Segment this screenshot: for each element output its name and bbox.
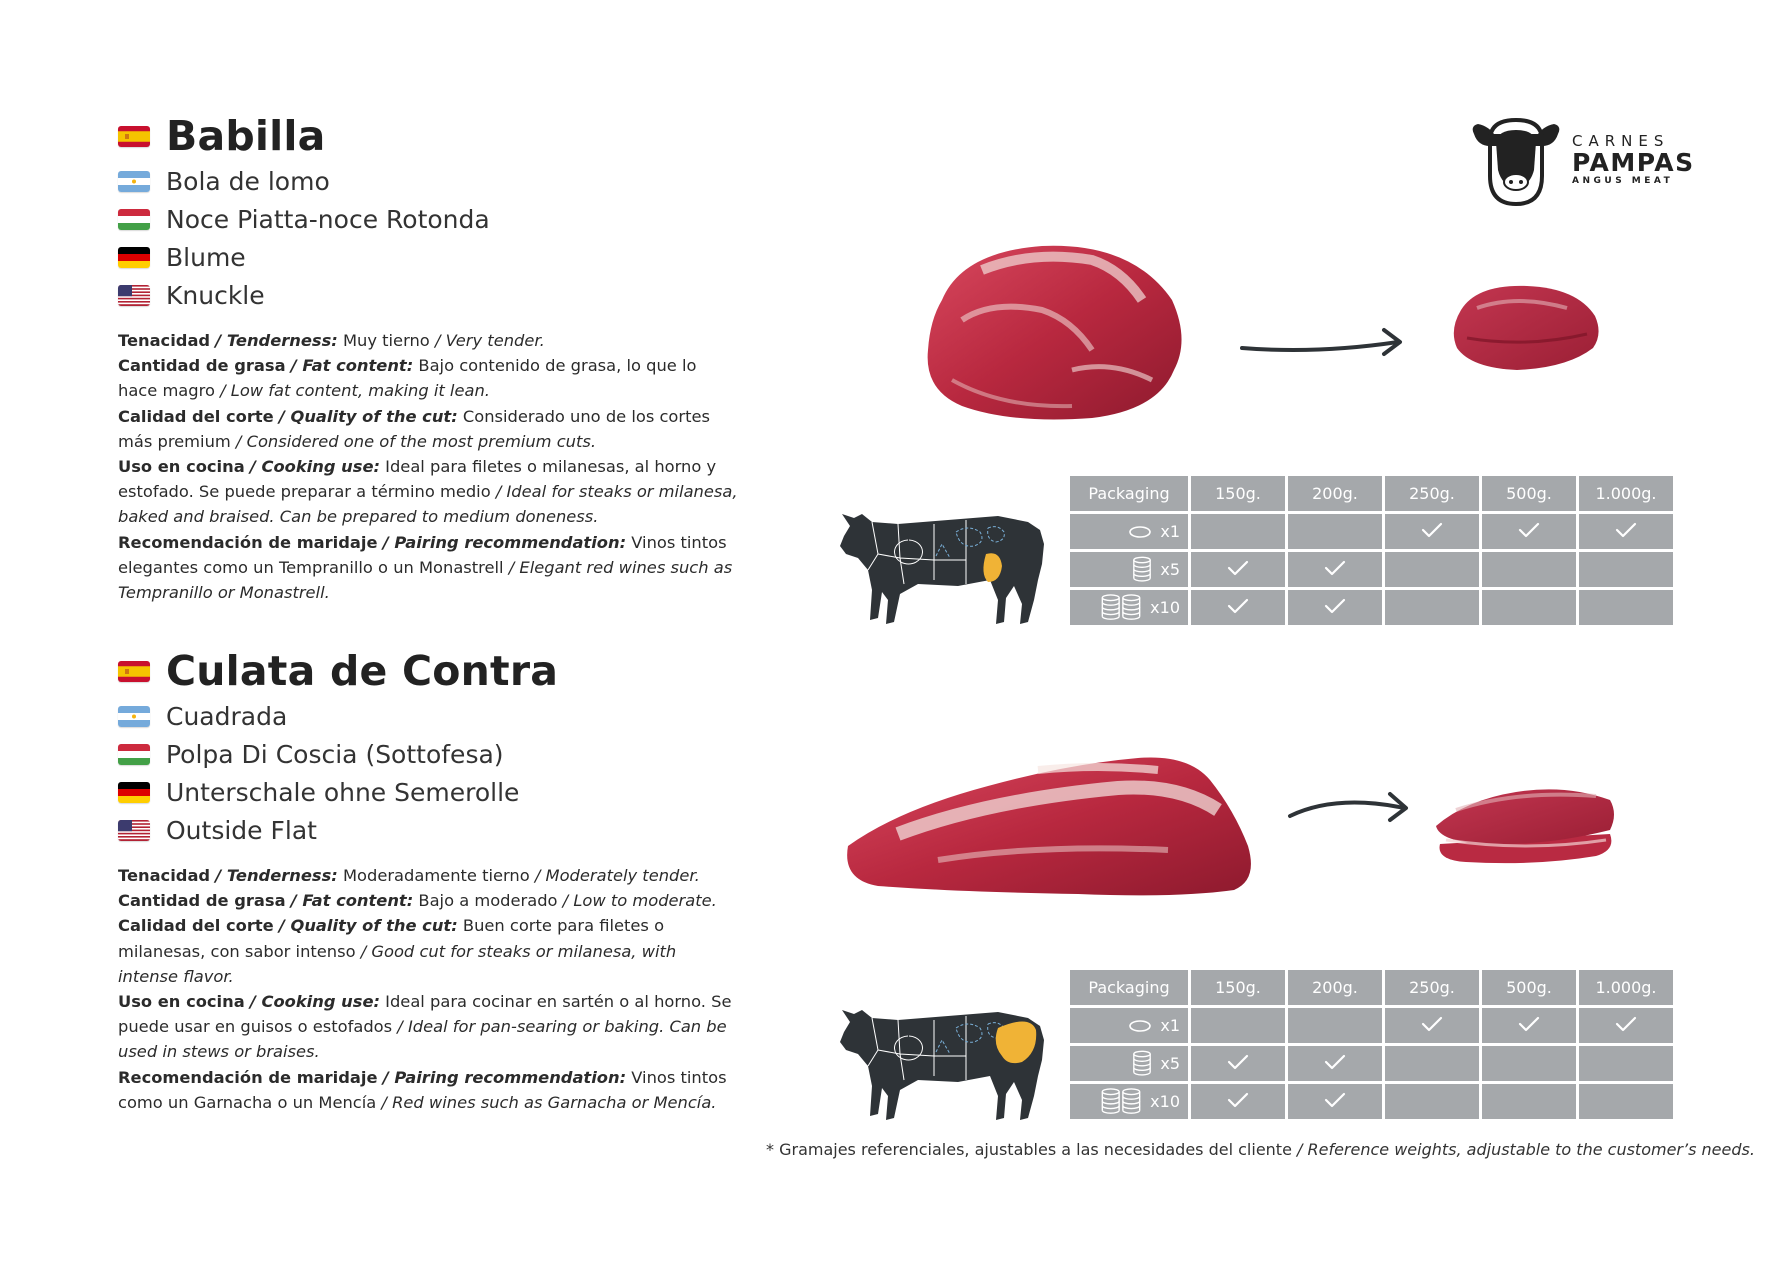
row-label bbox=[1070, 1008, 1188, 1043]
double-stack-icon bbox=[1100, 594, 1142, 622]
alt-name-row-usa bbox=[118, 811, 738, 849]
detail-text-en: / Low fat content, making it lean. bbox=[214, 381, 490, 401]
culata-whole-cut-image bbox=[838, 750, 1262, 900]
row-label-text: x1 bbox=[1160, 522, 1180, 541]
logo-line-carnes: CARNES bbox=[1572, 132, 1670, 150]
detail-text: Vinos tintos elegantes como un Tempranillo o un Monastrell bbox=[118, 532, 727, 577]
detail-label: Recomendación de maridaje bbox=[118, 1067, 378, 1087]
check-cell bbox=[1579, 1046, 1673, 1081]
detail-label: Tenacidad bbox=[118, 331, 211, 350]
footnote-en: / Reference weights, adjustable to the customer’s needs. bbox=[1291, 1140, 1755, 1159]
checkmark-icon bbox=[1324, 598, 1346, 614]
detail-text-en: / Good cut for steaks or milanesa, with intense flavor. bbox=[118, 941, 677, 986]
detail-label: Cantidad de grasa bbox=[118, 356, 286, 376]
product-title: Babilla bbox=[166, 112, 326, 160]
product-culata-info bbox=[118, 645, 738, 1115]
alt-name-row-argentina bbox=[118, 162, 738, 200]
checkmark-icon bbox=[1421, 1016, 1443, 1032]
detail-label-en: / Cooking use: bbox=[249, 457, 380, 477]
check-cell bbox=[1579, 552, 1673, 587]
detail-text: Ideal para filetes o milanesas, al horno y estofado. Se puede preparar a término medio bbox=[118, 457, 717, 502]
checkmark-icon bbox=[1227, 1054, 1249, 1070]
product-name-row bbox=[118, 110, 738, 162]
detail-cooking-use bbox=[118, 454, 738, 530]
row-label-text: x5 bbox=[1160, 1054, 1180, 1073]
detail-fat-content bbox=[118, 353, 738, 403]
table-row bbox=[1070, 1084, 1673, 1119]
check-cell bbox=[1191, 1046, 1285, 1081]
usa-flag-icon bbox=[118, 285, 150, 306]
footnote bbox=[766, 1140, 1755, 1159]
detail-label: Recomendación de maridaje bbox=[118, 532, 378, 552]
table-row bbox=[1070, 1046, 1673, 1081]
check-cell bbox=[1191, 552, 1285, 587]
detail-label-en: / Fat content: bbox=[290, 891, 414, 911]
check-cell bbox=[1579, 514, 1673, 549]
check-cell bbox=[1191, 590, 1285, 625]
weight-header: 1.000g. bbox=[1579, 970, 1673, 1005]
detail-text-en: / Ideal for pan-searing or baking. Can be used in stews or braises. bbox=[118, 1017, 727, 1062]
product-title: Culata de Contra bbox=[166, 647, 559, 695]
germany-flag-icon bbox=[118, 782, 150, 803]
row-label bbox=[1070, 590, 1188, 625]
argentina-flag-icon bbox=[118, 706, 150, 727]
detail-label-en: / Quality of the cut: bbox=[278, 916, 458, 936]
alt-name-usa: Knuckle bbox=[166, 280, 265, 310]
check-cell bbox=[1191, 1084, 1285, 1119]
arrow-icon bbox=[1286, 786, 1414, 826]
packaging-table-babilla bbox=[1067, 473, 1676, 628]
detail-fat-content bbox=[118, 888, 738, 913]
check-cell bbox=[1579, 1084, 1673, 1119]
check-cell bbox=[1385, 1008, 1479, 1043]
checkmark-icon bbox=[1518, 1016, 1540, 1032]
product-details bbox=[118, 863, 738, 1115]
babilla-steak-image bbox=[1447, 278, 1605, 376]
check-cell bbox=[1482, 1084, 1576, 1119]
detail-label-en: / Pairing recommendation: bbox=[382, 1067, 627, 1087]
detail-tenderness bbox=[118, 328, 738, 353]
checkmark-icon bbox=[1227, 1092, 1249, 1108]
alt-name-germany: Unterschale ohne Semerolle bbox=[166, 777, 520, 807]
check-cell bbox=[1579, 1008, 1673, 1043]
carnes-pampas-logo bbox=[1468, 116, 1695, 208]
alt-name-argentina: Cuadrada bbox=[166, 701, 288, 731]
check-cell bbox=[1385, 1084, 1479, 1119]
single-steak-icon bbox=[1128, 1019, 1152, 1033]
checkmark-icon bbox=[1324, 1092, 1346, 1108]
detail-label: Uso en cocina bbox=[118, 457, 245, 477]
detail-label-en: / Tenderness: bbox=[215, 866, 338, 885]
spain-flag-icon bbox=[118, 126, 150, 147]
footnote-es: * Gramajes referenciales, ajustables a las necesidades del cliente bbox=[766, 1140, 1292, 1159]
row-label bbox=[1070, 1046, 1188, 1081]
table-row bbox=[1070, 552, 1673, 587]
check-cell bbox=[1482, 1008, 1576, 1043]
check-cell bbox=[1482, 1046, 1576, 1081]
packaging-table-culata bbox=[1067, 967, 1676, 1122]
checkmark-icon bbox=[1227, 598, 1249, 614]
product-name-row bbox=[118, 645, 738, 697]
cow-cut-diagram-babilla bbox=[838, 500, 1048, 630]
italy-flag-icon bbox=[118, 744, 150, 765]
weight-header: 200g. bbox=[1288, 476, 1382, 511]
alt-name-usa: Outside Flat bbox=[166, 815, 317, 845]
weight-header: 150g. bbox=[1191, 970, 1285, 1005]
alt-name-row-germany bbox=[118, 773, 738, 811]
check-cell bbox=[1191, 1008, 1285, 1043]
alt-name-row-italy bbox=[118, 735, 738, 773]
detail-label-en: / Tenderness: bbox=[215, 331, 338, 350]
checkmark-icon bbox=[1421, 522, 1443, 538]
table-header-row bbox=[1070, 476, 1673, 511]
detail-label-en: / Quality of the cut: bbox=[278, 406, 458, 426]
alt-name-argentina: Bola de lomo bbox=[166, 166, 330, 196]
check-cell bbox=[1385, 1046, 1479, 1081]
checkmark-icon bbox=[1615, 1016, 1637, 1032]
spain-flag-icon bbox=[118, 661, 150, 682]
logo-line-angus: ANGUS MEAT bbox=[1572, 176, 1674, 186]
checkmark-icon bbox=[1615, 522, 1637, 538]
alt-name-row-usa bbox=[118, 276, 738, 314]
detail-pairing bbox=[118, 1065, 738, 1115]
packaging-header: Packaging bbox=[1070, 970, 1188, 1005]
weight-header: 200g. bbox=[1288, 970, 1382, 1005]
check-cell bbox=[1288, 1084, 1382, 1119]
babilla-whole-cut-image bbox=[922, 240, 1192, 425]
row-label-text: x10 bbox=[1150, 1092, 1180, 1111]
check-cell bbox=[1288, 1046, 1382, 1081]
detail-text: Vinos tintos como un Garnacha o un Mencía bbox=[118, 1067, 727, 1112]
check-cell bbox=[1482, 552, 1576, 587]
check-cell bbox=[1385, 552, 1479, 587]
logo-line-pampas: PAMPAS bbox=[1572, 148, 1695, 177]
row-label-text: x5 bbox=[1160, 560, 1180, 579]
detail-text-en: / Ideal for steaks or milanesa, baked and braised. Can be prepared to medium doneness. bbox=[118, 482, 738, 527]
argentina-flag-icon bbox=[118, 171, 150, 192]
detail-tenderness bbox=[118, 863, 738, 888]
detail-quality bbox=[118, 404, 738, 454]
table-header-row bbox=[1070, 970, 1673, 1005]
product-babilla-info bbox=[118, 110, 738, 605]
check-cell bbox=[1579, 590, 1673, 625]
alt-name-italy: Noce Piatta-noce Rotonda bbox=[166, 204, 490, 234]
detail-text-en: / Low to moderate. bbox=[557, 891, 717, 911]
detail-text-en: / Moderately tender. bbox=[529, 866, 700, 885]
alt-name-row-germany bbox=[118, 238, 738, 276]
detail-label: Calidad del corte bbox=[118, 406, 274, 426]
detail-text: Bajo contenido de grasa, lo que lo hace magro bbox=[118, 356, 697, 401]
detail-label: Uso en cocina bbox=[118, 992, 245, 1012]
detail-label: Tenacidad bbox=[118, 866, 211, 885]
culata-steak-image bbox=[1426, 770, 1620, 866]
packaging-header: Packaging bbox=[1070, 476, 1188, 511]
detail-text-en: / Considered one of the most premium cuts. bbox=[230, 431, 597, 451]
detail-text: Muy tierno bbox=[337, 331, 430, 350]
check-cell bbox=[1385, 590, 1479, 625]
checkmark-icon bbox=[1324, 560, 1346, 576]
check-cell bbox=[1288, 552, 1382, 587]
detail-pairing bbox=[118, 530, 738, 606]
check-cell bbox=[1191, 514, 1285, 549]
detail-text: Bajo a moderado bbox=[413, 891, 558, 911]
row-label bbox=[1070, 552, 1188, 587]
detail-text-en: / Elegant red wines such as Tempranillo or Monastrell. bbox=[118, 557, 733, 603]
logo-wordmark bbox=[1572, 132, 1695, 186]
stack-icon bbox=[1132, 1050, 1152, 1078]
product-details bbox=[118, 328, 738, 605]
detail-label: Cantidad de grasa bbox=[118, 891, 286, 911]
check-cell bbox=[1482, 590, 1576, 625]
cow-head-logo-icon bbox=[1468, 116, 1564, 208]
weight-header: 500g. bbox=[1482, 970, 1576, 1005]
detail-text: Buen corte para filetes o milanesas, con sabor intenso bbox=[118, 916, 665, 961]
detail-text-en: / Very tender. bbox=[429, 331, 545, 350]
check-cell bbox=[1288, 590, 1382, 625]
check-cell bbox=[1385, 514, 1479, 549]
check-cell bbox=[1482, 514, 1576, 549]
double-stack-icon bbox=[1100, 1088, 1142, 1116]
detail-label-en: / Pairing recommendation: bbox=[382, 532, 627, 552]
weight-header: 150g. bbox=[1191, 476, 1285, 511]
alt-name-germany: Blume bbox=[166, 242, 246, 272]
row-label bbox=[1070, 1084, 1188, 1119]
table-row bbox=[1070, 590, 1673, 625]
detail-label-en: / Fat content: bbox=[290, 356, 414, 376]
alt-name-row-italy bbox=[118, 200, 738, 238]
arrow-icon bbox=[1238, 324, 1408, 366]
check-cell bbox=[1288, 514, 1382, 549]
detail-label: Calidad del corte bbox=[118, 916, 274, 936]
detail-text: Considerado uno de los cortes más premium bbox=[118, 406, 710, 451]
detail-cooking-use bbox=[118, 989, 738, 1065]
row-label-text: x10 bbox=[1150, 598, 1180, 617]
weight-header: 250g. bbox=[1385, 476, 1479, 511]
table-row bbox=[1070, 514, 1673, 549]
alt-name-italy: Polpa Di Coscia (Sottofesa) bbox=[166, 739, 504, 769]
checkmark-icon bbox=[1518, 522, 1540, 538]
row-label-text: x1 bbox=[1160, 1016, 1180, 1035]
germany-flag-icon bbox=[118, 247, 150, 268]
checkmark-icon bbox=[1324, 1054, 1346, 1070]
alt-name-row-argentina bbox=[118, 697, 738, 735]
checkmark-icon bbox=[1227, 560, 1249, 576]
check-cell bbox=[1288, 1008, 1382, 1043]
stack-icon bbox=[1132, 556, 1152, 584]
row-label bbox=[1070, 514, 1188, 549]
detail-text: Moderadamente tierno bbox=[337, 866, 530, 885]
cow-cut-diagram-culata bbox=[838, 996, 1048, 1126]
weight-header: 1.000g. bbox=[1579, 476, 1673, 511]
usa-flag-icon bbox=[118, 820, 150, 841]
detail-text-en: / Red wines such as Garnacha or Mencía. bbox=[376, 1092, 717, 1112]
weight-header: 250g. bbox=[1385, 970, 1479, 1005]
detail-text: Ideal para cocinar en sartén o al horno. Se puede usar en guisos o estofados bbox=[118, 992, 732, 1037]
detail-label-en: / Cooking use: bbox=[249, 992, 380, 1012]
italy-flag-icon bbox=[118, 209, 150, 230]
single-steak-icon bbox=[1128, 525, 1152, 539]
table-row bbox=[1070, 1008, 1673, 1043]
detail-quality bbox=[118, 913, 738, 989]
weight-header: 500g. bbox=[1482, 476, 1576, 511]
